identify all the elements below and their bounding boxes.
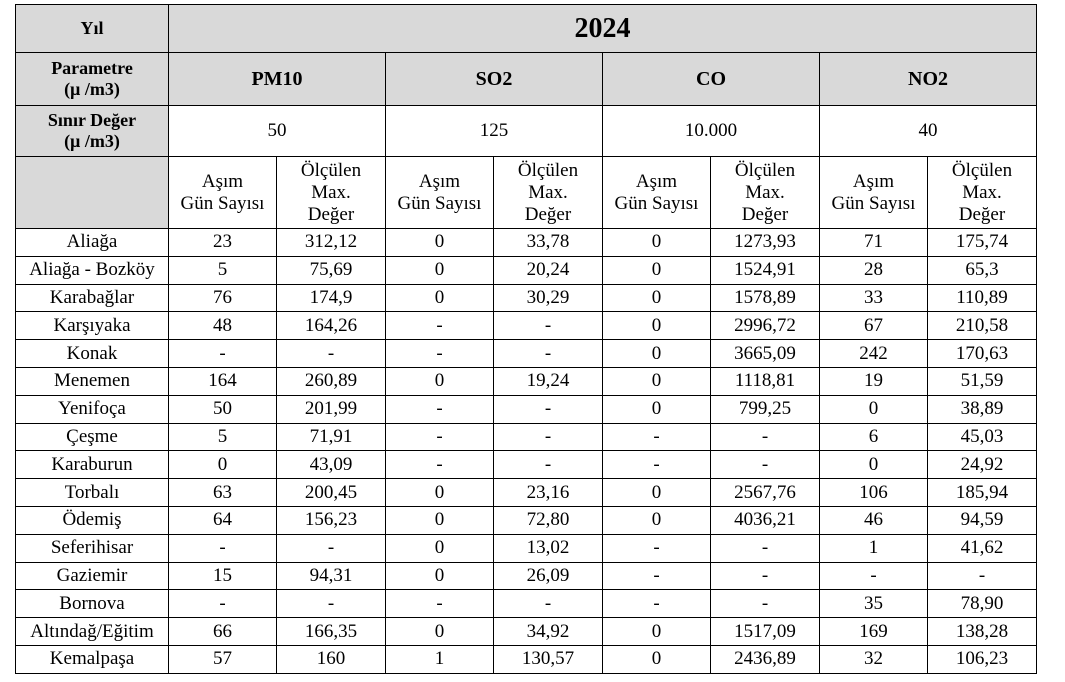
subheader-exceedance-days (169, 157, 277, 229)
exceedance-days-cell: 71 (820, 229, 928, 257)
max-value-cell: 200,45 (277, 479, 386, 507)
exceedance-days-cell: - (386, 590, 494, 618)
max-value-cell: 1578,89 (711, 284, 820, 312)
table-row (16, 229, 1037, 257)
air-quality-table (15, 4, 1037, 674)
max-value-cell: - (494, 423, 603, 451)
exceedance-days-cell: 15 (169, 562, 277, 590)
exceedance-days-cell: 0 (603, 229, 711, 257)
exceedance-days-cell: - (386, 423, 494, 451)
max-value-cell: 164,26 (277, 312, 386, 340)
max-value-cell: 185,94 (928, 479, 1037, 507)
exceedance-days-cell: 0 (603, 312, 711, 340)
table-row (16, 312, 1037, 340)
exceedance-days-cell: 5 (169, 423, 277, 451)
max-value-cell: 65,3 (928, 256, 1037, 284)
exceedance-days-cell: 33 (820, 284, 928, 312)
max-value-cell: 260,89 (277, 367, 386, 395)
max-line3: Değer (307, 203, 355, 225)
exceedance-days-cell: 0 (603, 284, 711, 312)
exceedance-days-cell: 35 (820, 590, 928, 618)
station-name: Karşıyaka (16, 312, 169, 340)
max-value-cell: 94,59 (928, 506, 1037, 534)
max-value-cell: 170,63 (928, 340, 1037, 368)
max-value-cell: 175,74 (928, 229, 1037, 257)
exceedance-days-cell: 0 (820, 451, 928, 479)
max-value-cell: 160 (277, 645, 386, 673)
exceedance-days-cell: 0 (603, 395, 711, 423)
station-name: Torbalı (16, 479, 169, 507)
station-name: Kemalpaşa (16, 645, 169, 673)
max-value-cell: - (494, 395, 603, 423)
max-value-cell: 130,57 (494, 645, 603, 673)
exceedance-days-cell: 0 (169, 451, 277, 479)
exceedance-days-cell: 0 (386, 534, 494, 562)
pollutant-co: CO (603, 53, 820, 106)
year-label: Yıl (16, 5, 169, 53)
table-row (16, 256, 1037, 284)
subheader-measured-max (494, 157, 603, 229)
exceedance-days-cell: 66 (169, 618, 277, 646)
station-name: Aliağa (16, 229, 169, 257)
max-value-cell: 41,62 (928, 534, 1037, 562)
table-row (16, 367, 1037, 395)
max-value-cell: 33,78 (494, 229, 603, 257)
max-value-cell: 1524,91 (711, 256, 820, 284)
year-row (16, 5, 1037, 53)
station-name: Ödemiş (16, 506, 169, 534)
subheader-exceedance-days (820, 157, 928, 229)
limit-co: 10.000 (603, 106, 820, 157)
table-row (16, 395, 1037, 423)
exceedance-days-cell: 0 (386, 284, 494, 312)
exceedance-days-cell: - (820, 562, 928, 590)
max-value-cell: 30,29 (494, 284, 603, 312)
max-line1: Ölçülen (951, 159, 1013, 181)
days-line1: Aşım (201, 170, 244, 192)
max-value-cell: 2436,89 (711, 645, 820, 673)
days-line1: Aşım (418, 170, 461, 192)
table-row (16, 340, 1037, 368)
subheader-measured-max (711, 157, 820, 229)
exceedance-days-cell: 32 (820, 645, 928, 673)
exceedance-days-cell: 5 (169, 256, 277, 284)
max-value-cell: 71,91 (277, 423, 386, 451)
exceedance-days-cell: 242 (820, 340, 928, 368)
max-line2: Max. (962, 181, 1002, 203)
max-value-cell: - (277, 534, 386, 562)
max-value-cell: 19,24 (494, 367, 603, 395)
max-value-cell: 38,89 (928, 395, 1037, 423)
exceedance-days-cell: - (603, 562, 711, 590)
max-value-cell: 312,12 (277, 229, 386, 257)
subheader-measured-max (277, 157, 386, 229)
max-value-cell: 20,24 (494, 256, 603, 284)
pollutant-no2: NO2 (820, 53, 1037, 106)
limit-label-line1: Sınır Değer (47, 110, 137, 130)
station-name: Gaziemir (16, 562, 169, 590)
exceedance-days-cell: 23 (169, 229, 277, 257)
max-value-cell: 2567,76 (711, 479, 820, 507)
max-value-cell: 75,69 (277, 256, 386, 284)
exceedance-days-cell: 0 (603, 256, 711, 284)
exceedance-days-cell: 0 (603, 506, 711, 534)
limit-no2: 40 (820, 106, 1037, 157)
max-value-cell: 1273,93 (711, 229, 820, 257)
exceedance-days-cell: 48 (169, 312, 277, 340)
exceedance-days-cell: - (603, 534, 711, 562)
exceedance-days-cell: 28 (820, 256, 928, 284)
exceedance-days-cell: 76 (169, 284, 277, 312)
limit-pm10: 50 (169, 106, 386, 157)
parameter-label-line2: (µ /m3) (64, 79, 120, 99)
parameter-label (16, 53, 169, 106)
exceedance-days-cell: 164 (169, 367, 277, 395)
max-value-cell: 156,23 (277, 506, 386, 534)
exceedance-days-cell: 0 (386, 479, 494, 507)
exceedance-days-cell: 50 (169, 395, 277, 423)
exceedance-days-cell: - (603, 423, 711, 451)
exceedance-days-cell: 169 (820, 618, 928, 646)
exceedance-days-cell: 6 (820, 423, 928, 451)
exceedance-days-cell: 63 (169, 479, 277, 507)
exceedance-days-cell: - (169, 590, 277, 618)
table-row (16, 534, 1037, 562)
table-row (16, 284, 1037, 312)
exceedance-days-cell: 0 (603, 645, 711, 673)
table-row (16, 506, 1037, 534)
exceedance-days-cell: 0 (603, 367, 711, 395)
days-line2: Gün Sayısı (180, 192, 265, 214)
subheader-row (16, 157, 1037, 229)
max-value-cell: - (711, 590, 820, 618)
max-value-cell: 13,02 (494, 534, 603, 562)
days-line2: Gün Sayısı (614, 192, 699, 214)
table-row (16, 645, 1037, 673)
station-name: Bornova (16, 590, 169, 618)
station-name: Altındağ/Eğitim (16, 618, 169, 646)
max-value-cell: 23,16 (494, 479, 603, 507)
subheader-measured-max (928, 157, 1037, 229)
max-value-cell: - (494, 590, 603, 618)
max-value-cell: - (494, 312, 603, 340)
max-value-cell: 45,03 (928, 423, 1037, 451)
max-line3: Değer (741, 203, 789, 225)
limit-so2: 125 (386, 106, 603, 157)
max-value-cell: 1517,09 (711, 618, 820, 646)
max-value-cell: 4036,21 (711, 506, 820, 534)
max-value-cell: 72,80 (494, 506, 603, 534)
subheader-blank (16, 157, 169, 229)
max-value-cell: - (928, 562, 1037, 590)
max-value-cell: 166,35 (277, 618, 386, 646)
max-line2: Max. (745, 181, 785, 203)
exceedance-days-cell: 0 (386, 367, 494, 395)
max-value-cell: 799,25 (711, 395, 820, 423)
max-line3: Değer (958, 203, 1006, 225)
station-name: Karabağlar (16, 284, 169, 312)
max-value-cell: 110,89 (928, 284, 1037, 312)
max-value-cell: 3665,09 (711, 340, 820, 368)
exceedance-days-cell: 0 (386, 229, 494, 257)
max-value-cell: 210,58 (928, 312, 1037, 340)
pollutant-so2: SO2 (386, 53, 603, 106)
max-line1: Ölçülen (517, 159, 579, 181)
exceedance-days-cell: 0 (386, 618, 494, 646)
limit-row (16, 106, 1037, 157)
station-name: Menemen (16, 367, 169, 395)
days-line1: Aşım (852, 170, 895, 192)
max-value-cell: 1118,81 (711, 367, 820, 395)
subheader-exceedance-days (603, 157, 711, 229)
pollutant-pm10: PM10 (169, 53, 386, 106)
max-value-cell: - (711, 562, 820, 590)
exceedance-days-cell: 0 (603, 340, 711, 368)
station-name: Konak (16, 340, 169, 368)
max-value-cell: - (711, 423, 820, 451)
max-line2: Max. (528, 181, 568, 203)
exceedance-days-cell: 1 (820, 534, 928, 562)
exceedance-days-cell: 106 (820, 479, 928, 507)
days-line2: Gün Sayısı (831, 192, 916, 214)
exceedance-days-cell: 0 (386, 256, 494, 284)
parameter-label-line1: Parametre (51, 58, 133, 78)
exceedance-days-cell: - (386, 395, 494, 423)
table-row (16, 479, 1037, 507)
exceedance-days-cell: 1 (386, 645, 494, 673)
exceedance-days-cell: 0 (603, 618, 711, 646)
table-row (16, 562, 1037, 590)
max-value-cell: 138,28 (928, 618, 1037, 646)
station-name: Seferihisar (16, 534, 169, 562)
station-name: Aliağa - Bozköy (16, 256, 169, 284)
max-value-cell: 94,31 (277, 562, 386, 590)
max-line2: Max. (311, 181, 351, 203)
exceedance-days-cell: - (169, 340, 277, 368)
table-row (16, 451, 1037, 479)
station-name: Karaburun (16, 451, 169, 479)
max-value-cell: - (711, 451, 820, 479)
subheader-exceedance-days (386, 157, 494, 229)
max-value-cell: - (277, 590, 386, 618)
exceedance-days-cell: - (386, 340, 494, 368)
year-value: 2024 (169, 5, 1037, 53)
limit-label (16, 106, 169, 157)
exceedance-days-cell: 0 (386, 506, 494, 534)
parameter-row (16, 53, 1037, 106)
max-value-cell: 78,90 (928, 590, 1037, 618)
max-value-cell: 2996,72 (711, 312, 820, 340)
max-value-cell: 43,09 (277, 451, 386, 479)
max-value-cell: 201,99 (277, 395, 386, 423)
limit-label-line2: (µ /m3) (64, 131, 120, 151)
max-value-cell: 26,09 (494, 562, 603, 590)
exceedance-days-cell: 0 (386, 562, 494, 590)
max-value-cell: - (494, 451, 603, 479)
exceedance-days-cell: 64 (169, 506, 277, 534)
days-line1: Aşım (635, 170, 678, 192)
max-value-cell: - (494, 340, 603, 368)
exceedance-days-cell: 57 (169, 645, 277, 673)
days-line2: Gün Sayısı (397, 192, 482, 214)
exceedance-days-cell: - (169, 534, 277, 562)
exceedance-days-cell: - (603, 451, 711, 479)
exceedance-days-cell: 67 (820, 312, 928, 340)
exceedance-days-cell: - (386, 451, 494, 479)
max-value-cell: 51,59 (928, 367, 1037, 395)
exceedance-days-cell: 46 (820, 506, 928, 534)
exceedance-days-cell: - (386, 312, 494, 340)
exceedance-days-cell: - (603, 590, 711, 618)
exceedance-days-cell: 0 (603, 479, 711, 507)
max-value-cell: - (711, 534, 820, 562)
max-value-cell: - (277, 340, 386, 368)
max-value-cell: 174,9 (277, 284, 386, 312)
max-line1: Ölçülen (734, 159, 796, 181)
max-line3: Değer (524, 203, 572, 225)
table-row (16, 423, 1037, 451)
exceedance-days-cell: 19 (820, 367, 928, 395)
max-value-cell: 106,23 (928, 645, 1037, 673)
table-row (16, 590, 1037, 618)
station-name: Çeşme (16, 423, 169, 451)
exceedance-days-cell: 0 (820, 395, 928, 423)
table-row (16, 618, 1037, 646)
max-value-cell: 34,92 (494, 618, 603, 646)
max-value-cell: 24,92 (928, 451, 1037, 479)
station-name: Yenifoça (16, 395, 169, 423)
max-line1: Ölçülen (300, 159, 362, 181)
